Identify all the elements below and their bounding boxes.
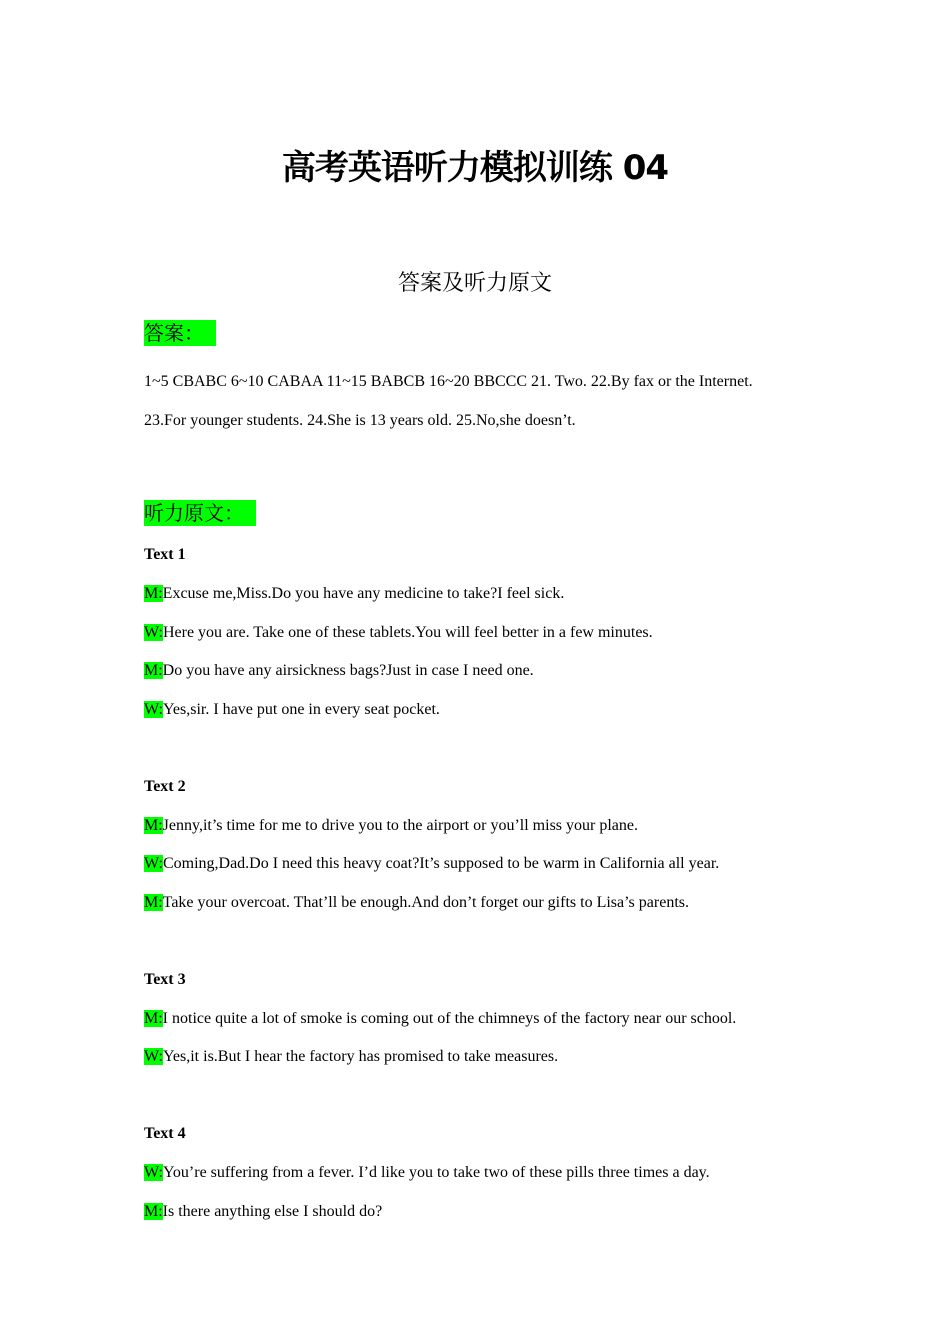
- answers-heading: 答案：: [144, 320, 216, 346]
- dialogue-text: Yes,it is.But I hear the factory has promised to take measures.: [162, 1048, 559, 1065]
- dialogue-text: Here you are. Take one of these tablets.You will feel better in a few minutes.: [162, 624, 653, 641]
- dialogue-text: Excuse me,Miss.Do you have any medicine to take?I feel sick.: [162, 585, 565, 602]
- dialogue-text: Jenny,it’s time for me to drive you to the airport or you’ll miss your plane.: [162, 817, 638, 834]
- speaker-tag: M:: [144, 1010, 163, 1027]
- dialogue-line: [144, 661, 534, 681]
- dialogue-text: Is there anything else I should do?: [162, 1203, 383, 1220]
- dialogue-text: Take your overcoat. That’ll be enough.And don’t forget our gifts to Lisa’s parents.: [162, 894, 689, 911]
- dialogue-line: [144, 1202, 382, 1222]
- text-2-label: Text 2: [144, 778, 186, 795]
- speaker-tag: M:: [144, 817, 163, 834]
- dialogue-line: [144, 854, 719, 874]
- dialogue-line: [144, 1163, 710, 1183]
- transcript-heading: 听力原文：: [144, 500, 256, 526]
- dialogue-line: [144, 1009, 736, 1029]
- speaker-tag: W:: [144, 855, 163, 872]
- speaker-tag: W:: [144, 1048, 163, 1065]
- speaker-tag: W:: [144, 701, 163, 718]
- dialogue-line: [144, 584, 564, 604]
- text-4-label: Text 4: [144, 1125, 186, 1142]
- page-title: 高考英语听力模拟训练 04: [281, 148, 669, 188]
- speaker-tag: W:: [144, 624, 163, 641]
- dialogue-text: I notice quite a lot of smoke is coming out of the chimneys of the factory near our school.: [162, 1010, 737, 1027]
- speaker-tag: M:: [144, 662, 163, 679]
- text-3-label: Text 3: [144, 971, 186, 988]
- dialogue-line: [144, 816, 638, 836]
- speaker-tag: W:: [144, 1164, 163, 1181]
- speaker-tag: M:: [144, 585, 163, 602]
- speaker-tag: M:: [144, 894, 163, 911]
- dialogue-line: [144, 1047, 558, 1067]
- dialogue-line: [144, 893, 689, 913]
- speaker-tag: M:: [144, 1203, 163, 1220]
- dialogue-text: Do you have any airsickness bags?Just in case I need one.: [162, 662, 534, 679]
- dialogue-text: Coming,Dad.Do I need this heavy coat?It’s supposed to be warm in California all year.: [162, 855, 720, 872]
- dialogue-text: You’re suffering from a fever. I’d like you to take two of these pills three times a day.: [162, 1164, 710, 1181]
- dialogue-line: [144, 700, 440, 720]
- dialogue-line: [144, 623, 653, 643]
- answers-line-2: 23.For younger students. 24.She is 13 years old. 25.No,she doesn’t.: [144, 412, 576, 429]
- page-subtitle: 答案及听力原文: [397, 271, 552, 296]
- dialogue-text: Yes,sir. I have put one in every seat pocket.: [162, 701, 440, 718]
- answers-line-1: 1~5 CBABC 6~10 CABAA 11~15 BABCB 16~20 BBCCC 21. Two. 22.By fax or the Internet.: [144, 373, 753, 390]
- text-1-label: Text 1: [144, 546, 186, 563]
